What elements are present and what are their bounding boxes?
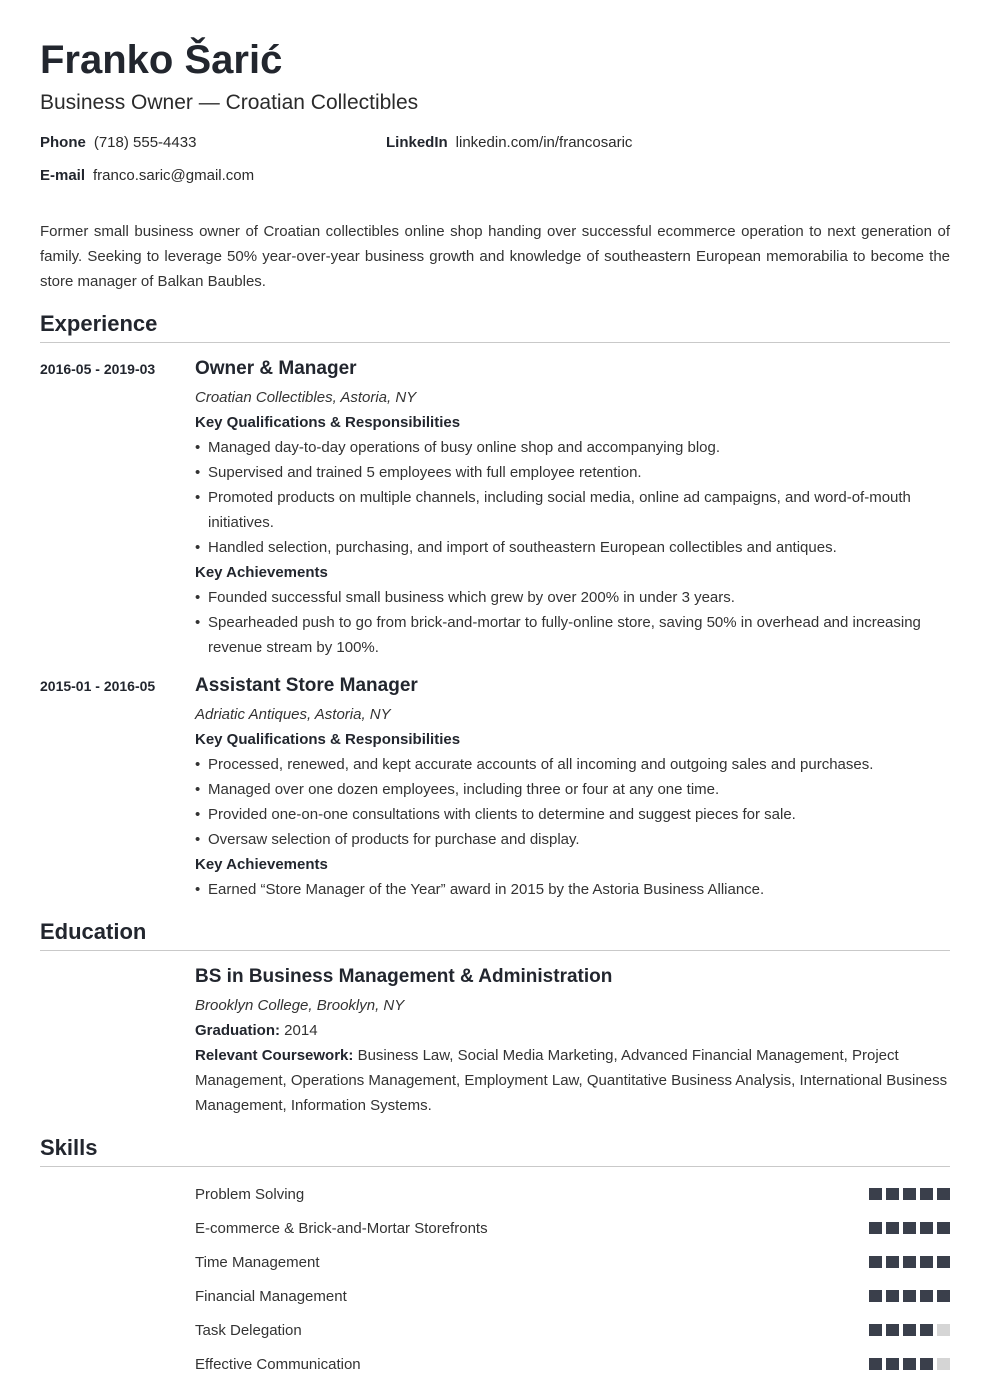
skill-rating bbox=[869, 1222, 950, 1234]
achievements-heading: Key Achievements bbox=[195, 564, 328, 581]
skill-name: Time Management bbox=[195, 1253, 320, 1271]
rating-dot-filled bbox=[886, 1290, 899, 1302]
graduation-line bbox=[195, 1018, 950, 1043]
rating-dot-filled bbox=[937, 1290, 950, 1302]
skill-name: Task Delegation bbox=[195, 1321, 302, 1339]
graduation-label: Graduation: bbox=[195, 1022, 280, 1039]
skill-rating bbox=[869, 1358, 950, 1370]
experience-list bbox=[40, 356, 950, 902]
education-entry bbox=[195, 964, 950, 1118]
rating-dot-filled bbox=[886, 1256, 899, 1268]
skill-name: Financial Management bbox=[195, 1287, 347, 1305]
experience-heading: Experience bbox=[40, 310, 950, 343]
rating-dot-filled bbox=[869, 1256, 882, 1268]
achievements-list bbox=[195, 585, 950, 660]
job-dates: 2016-05 - 2019-03 bbox=[40, 361, 156, 377]
qualifications-list bbox=[195, 435, 950, 560]
rating-dot-filled bbox=[903, 1324, 916, 1336]
rating-dot-filled bbox=[903, 1188, 916, 1200]
qualification-item: • Provided one-on-one consultations with clients to determine and suggest pieces for sale. bbox=[195, 802, 950, 827]
skill-row bbox=[195, 1347, 950, 1381]
rating-dot-empty bbox=[937, 1358, 950, 1370]
rating-dot-filled bbox=[903, 1290, 916, 1302]
skill-rating bbox=[869, 1324, 950, 1336]
rating-dot-filled bbox=[903, 1222, 916, 1234]
job-organization: Adriatic Antiques, Astoria, NY bbox=[195, 706, 391, 723]
qualification-item: • Processed, renewed, and kept accurate accounts of all incoming and outgoing sales and purchases. bbox=[195, 752, 950, 777]
rating-dot-empty bbox=[937, 1324, 950, 1336]
rating-dot-filled bbox=[886, 1358, 899, 1370]
rating-dot-filled bbox=[903, 1256, 916, 1268]
qualifications-heading: Key Qualifications & Responsibilities bbox=[195, 731, 461, 748]
education-heading: Education bbox=[40, 918, 950, 951]
job-entry bbox=[40, 356, 950, 660]
coursework-list: Business Law, Social Media Marketing, Advanced Financial Management, Project Management, Operations Management, Employment Law, Quantitative Business Analysis, International Business Management, Information Systems. bbox=[195, 1047, 948, 1114]
rating-dot-filled bbox=[937, 1256, 950, 1268]
job-entry bbox=[40, 673, 950, 902]
job-dates: 2015-01 - 2016-05 bbox=[40, 678, 156, 694]
contact-email bbox=[40, 167, 254, 184]
rating-dot-filled bbox=[920, 1256, 933, 1268]
skill-rating bbox=[869, 1188, 950, 1200]
coursework-line bbox=[195, 1043, 950, 1118]
rating-dot-filled bbox=[903, 1358, 916, 1370]
qualification-item: • Managed day-to-day operations of busy online shop and accompanying blog. bbox=[195, 435, 950, 460]
phone-value: (718) 555-4433 bbox=[93, 134, 197, 151]
skill-row bbox=[195, 1177, 950, 1211]
qualification-item: • Managed over one dozen employees, including three or four at any one time. bbox=[195, 777, 950, 802]
school: Brooklyn College, Brooklyn, NY bbox=[195, 997, 405, 1014]
rating-dot-filled bbox=[937, 1188, 950, 1200]
rating-dot-filled bbox=[886, 1188, 899, 1200]
rating-dot-filled bbox=[869, 1222, 882, 1234]
coursework-label: Relevant Coursework: bbox=[195, 1047, 354, 1064]
rating-dot-filled bbox=[937, 1222, 950, 1234]
linkedin-value[interactable]: linkedin.com/in/francosaric bbox=[455, 134, 633, 151]
skill-name: Effective Communication bbox=[195, 1355, 361, 1373]
contact-block bbox=[40, 134, 950, 200]
skills-heading: Skills bbox=[40, 1134, 950, 1167]
skill-name: Problem Solving bbox=[195, 1185, 305, 1203]
email-label: E-mail bbox=[40, 167, 86, 184]
skill-row bbox=[195, 1279, 950, 1313]
job-organization: Croatian Collectibles, Astoria, NY bbox=[195, 389, 417, 406]
candidate-name: Franko Šarić bbox=[40, 38, 283, 82]
skills-list bbox=[195, 1177, 950, 1381]
job-body bbox=[195, 356, 950, 660]
resume bbox=[40, 36, 950, 1381]
qualification-item: • Supervised and trained 5 employees with full employee retention. bbox=[195, 460, 950, 485]
job-body bbox=[195, 673, 950, 902]
qualification-item: • Handled selection, purchasing, and import of southeastern European collectibles and antiques. bbox=[195, 535, 950, 560]
qualifications-heading: Key Qualifications & Responsibilities bbox=[195, 414, 461, 431]
rating-dot-filled bbox=[920, 1358, 933, 1370]
skill-name: E-commerce & Brick-and-Mortar Storefronts bbox=[195, 1219, 488, 1237]
email-value[interactable]: franco.saric@gmail.com bbox=[93, 167, 255, 184]
summary: Former small business owner of Croatian collectibles online shop handing over successful ecommerce operation to next generation of family. Seeking to leverage 50% year-over-year business growth and knowledge of southeastern European memorabilia to become the store manager of Balkan Baubles. bbox=[40, 223, 950, 290]
degree: BS in Business Management & Administration bbox=[195, 966, 613, 987]
skill-rating bbox=[869, 1290, 950, 1302]
job-role: Assistant Store Manager bbox=[195, 675, 418, 696]
rating-dot-filled bbox=[920, 1290, 933, 1302]
achievements-list bbox=[195, 877, 950, 902]
rating-dot-filled bbox=[920, 1324, 933, 1336]
achievements-heading: Key Achievements bbox=[195, 856, 328, 873]
candidate-title: Business Owner — Croatian Collectibles bbox=[40, 91, 419, 114]
skill-row bbox=[195, 1313, 950, 1347]
rating-dot-filled bbox=[869, 1290, 882, 1302]
achievement-item: • Founded successful small business which grew by over 200% in under 3 years. bbox=[195, 585, 950, 610]
rating-dot-filled bbox=[869, 1324, 882, 1336]
skill-row bbox=[195, 1245, 950, 1279]
achievement-item: • Earned “Store Manager of the Year” award in 2015 by the Astoria Business Alliance. bbox=[195, 877, 950, 902]
achievement-item: • Spearheaded push to go from brick-and-mortar to fully-online store, saving 50% in overhead and increasing revenue stream by 100%. bbox=[195, 610, 950, 660]
contact-linkedin bbox=[386, 134, 632, 151]
qualification-item: • Oversaw selection of products for purchase and display. bbox=[195, 827, 950, 852]
skill-row bbox=[195, 1211, 950, 1245]
rating-dot-filled bbox=[869, 1188, 882, 1200]
rating-dot-filled bbox=[920, 1222, 933, 1234]
job-role: Owner & Manager bbox=[195, 358, 357, 379]
rating-dot-filled bbox=[886, 1324, 899, 1336]
contact-phone bbox=[40, 134, 196, 151]
rating-dot-filled bbox=[920, 1188, 933, 1200]
linkedin-label: LinkedIn bbox=[386, 134, 448, 151]
qualification-item: • Promoted products on multiple channels, including social media, online ad campaigns, and word-of-mouth initiatives. bbox=[195, 485, 950, 535]
qualifications-list bbox=[195, 752, 950, 852]
skill-rating bbox=[869, 1256, 950, 1268]
rating-dot-filled bbox=[886, 1222, 899, 1234]
graduation-year: 2014 bbox=[284, 1022, 318, 1039]
phone-label: Phone bbox=[40, 134, 86, 151]
rating-dot-filled bbox=[869, 1358, 882, 1370]
